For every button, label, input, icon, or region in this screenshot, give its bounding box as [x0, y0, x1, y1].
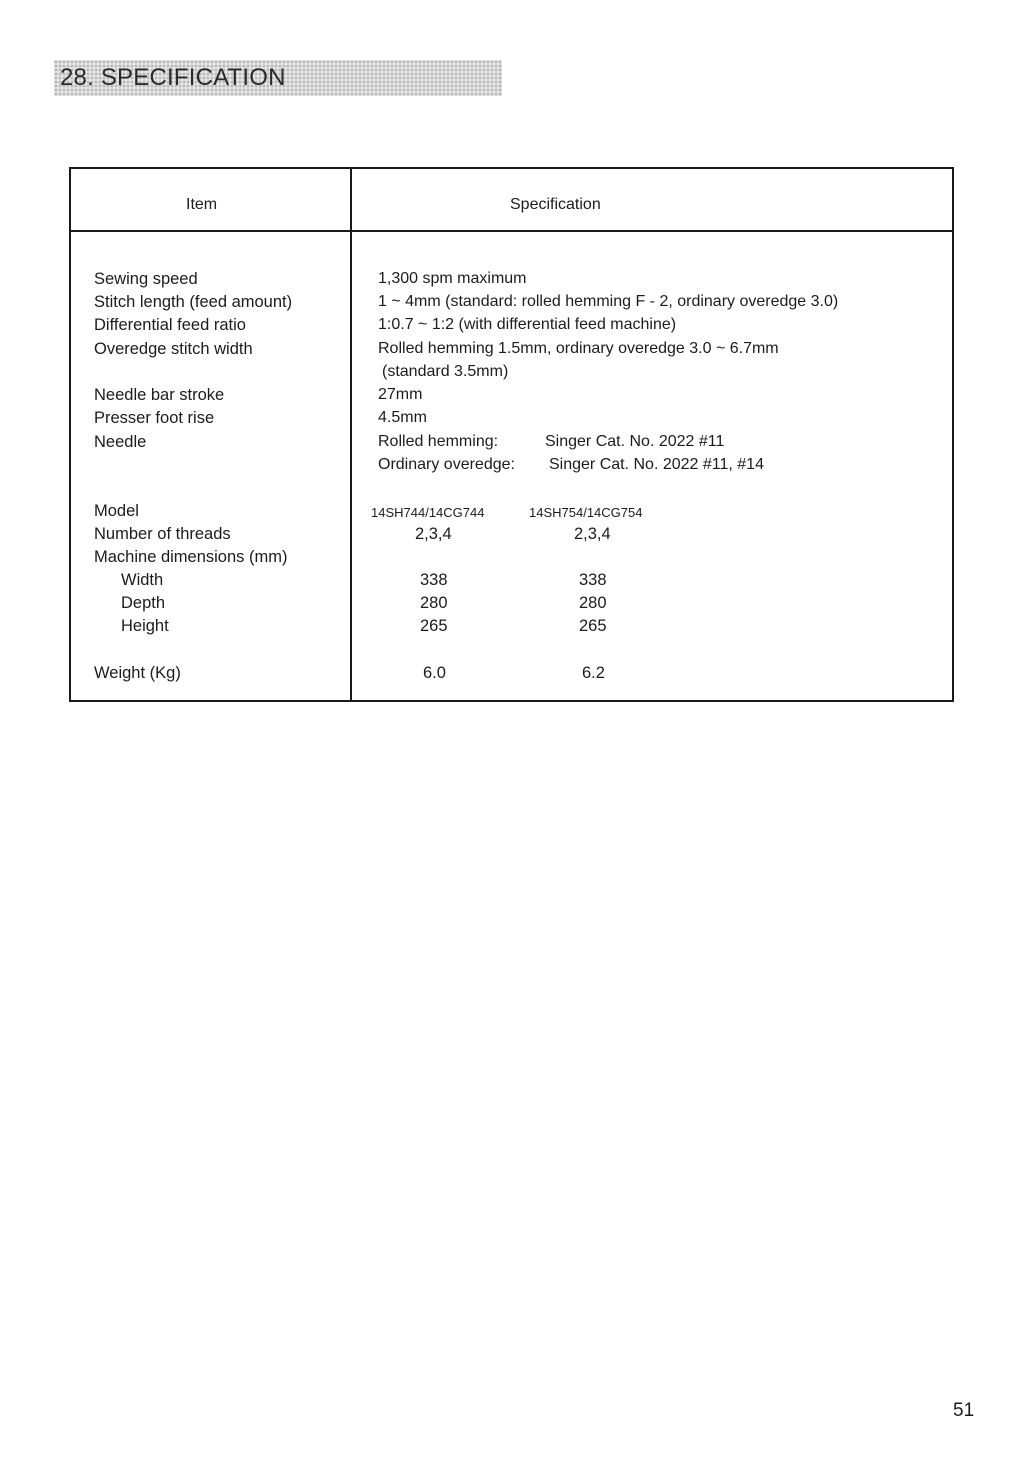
spec-sewing-speed: 1,300 spm maximum	[378, 270, 527, 287]
item-presser-foot-rise: Presser foot rise	[94, 409, 215, 427]
model-1-width: 338	[420, 571, 448, 589]
item-model: Model	[94, 502, 139, 520]
item-machine-dimensions: Machine dimensions (mm)	[94, 548, 288, 566]
item-height: Height	[121, 617, 169, 635]
model-2-weight: 6.2	[582, 664, 605, 682]
spec-needle-ordinary-value: Singer Cat. No. 2022 #11, #14	[549, 456, 764, 473]
model-2-threads: 2,3,4	[574, 525, 611, 543]
item-differential-feed-ratio: Differential feed ratio	[94, 316, 246, 334]
spec-needle-rolled-value: Singer Cat. No. 2022 #11	[545, 433, 725, 450]
model-1-name: 14SH744/14CG744	[371, 505, 485, 520]
item-needle-bar-stroke: Needle bar stroke	[94, 386, 225, 404]
model-2-width: 338	[579, 571, 607, 589]
item-width: Width	[121, 571, 164, 589]
page-number: 51	[953, 1400, 975, 1421]
model-2-name: 14SH754/14CG754	[529, 505, 643, 520]
model-2-depth: 280	[579, 594, 607, 612]
model-1-height: 265	[420, 617, 448, 635]
section-title: 28. SPECIFICATION	[60, 64, 286, 91]
item-number-of-threads: Number of threads	[94, 525, 231, 543]
spec-overedge-standard: (standard 3.5mm)	[382, 363, 509, 380]
item-needle: Needle	[94, 433, 147, 451]
spec-needle-ordinary-label: Ordinary overedge:	[378, 456, 515, 473]
model-2-height: 265	[579, 617, 607, 635]
spec-presser-foot-rise: 4.5mm	[378, 409, 427, 426]
column-divider	[350, 169, 352, 700]
model-1-threads: 2,3,4	[415, 525, 452, 543]
spec-overedge-stitch-width: Rolled hemming 1.5mm, ordinary overedge 3.0 ~ 6.7mm	[378, 340, 779, 357]
item-sewing-speed: Sewing speed	[94, 270, 198, 288]
spec-needle-rolled-label: Rolled hemming:	[378, 433, 499, 450]
spec-stitch-length: 1 ~ 4mm (standard: rolled hemming F - 2, ordinary overedge 3.0)	[378, 293, 839, 310]
item-stitch-length: Stitch length (feed amount)	[94, 293, 293, 311]
specification-table	[69, 167, 954, 702]
model-1-depth: 280	[420, 594, 448, 612]
spec-needle-bar-stroke: 27mm	[378, 386, 423, 403]
item-overedge-stitch-width: Overedge stitch width	[94, 340, 253, 358]
item-depth: Depth	[121, 594, 166, 612]
header-divider	[71, 230, 952, 232]
model-1-weight: 6.0	[423, 664, 446, 682]
item-weight: Weight (Kg)	[94, 664, 181, 682]
specification-column-header: Specification	[510, 196, 601, 213]
item-column-header: Item	[186, 196, 218, 213]
spec-differential-feed-ratio: 1:0.7 ~ 1:2 (with differential feed machine)	[378, 316, 677, 333]
